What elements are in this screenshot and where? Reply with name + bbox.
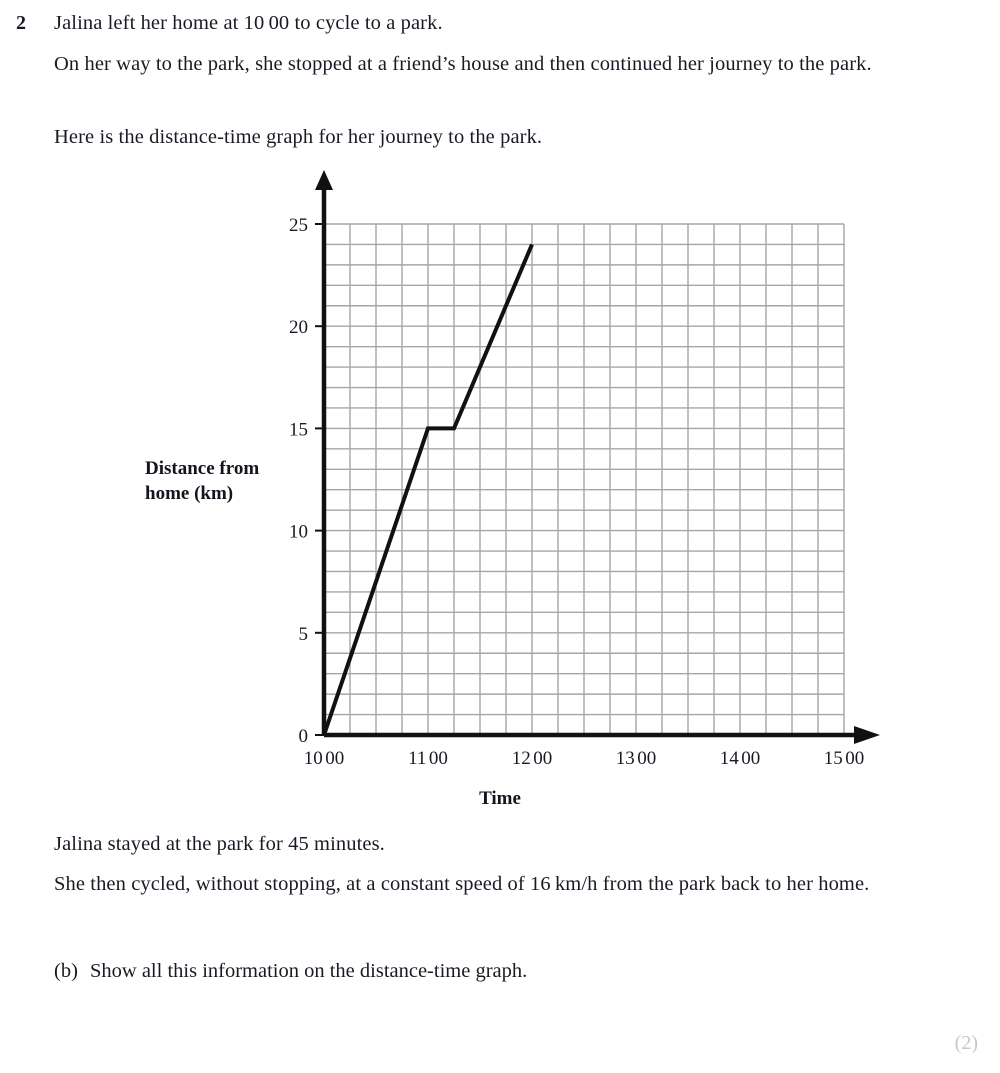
- y-tick-label: 0: [298, 726, 308, 747]
- x-tick-label: 14 00: [719, 748, 761, 769]
- y-tick-label: 20: [289, 317, 308, 339]
- part-b-label: (b): [54, 960, 78, 982]
- x-axis-title: Time: [479, 788, 521, 809]
- x-tick-label: 10 00: [303, 748, 345, 769]
- y-tick-label: 10: [289, 521, 308, 543]
- y-axis-title: [145, 456, 315, 506]
- chart-tick-labels: [289, 215, 864, 769]
- question-cycled-text: She then cycled, without stopping, at a constant speed of 16 km/h from the park back to her home.: [54, 873, 870, 895]
- question-journey-text: On her way to the park, she stopped at a friend’s house and then continued her journey to the park.: [54, 53, 872, 75]
- x-tick-label: 15 00: [823, 748, 865, 769]
- y-tick-label: 15: [289, 419, 308, 441]
- x-tick-label: 11 00: [408, 748, 448, 769]
- y-tick-label: 5: [298, 623, 308, 645]
- question-number: 2: [16, 12, 26, 34]
- distance-time-graph: [0, 168, 1000, 828]
- question-part-b: [54, 956, 974, 987]
- x-axis-arrowhead: [854, 726, 880, 744]
- marks-available: (2): [954, 1032, 978, 1054]
- question-intro-text: Jalina left her home at 10 00 to cycle to a park.: [54, 12, 443, 34]
- y-axis-title-line2: home (km): [145, 483, 234, 504]
- y-tick-label: 25: [289, 215, 308, 236]
- question-graph-intro-text: Here is the distance-time graph for her journey to the park.: [54, 126, 543, 148]
- y-axis-title-line1: Distance from: [145, 458, 260, 479]
- question-stayed-text: Jalina stayed at the park for 45 minutes.: [54, 833, 385, 855]
- part-b-text: Show all this information on the distance-time graph.: [90, 960, 528, 982]
- x-tick-label: 13 00: [615, 748, 657, 769]
- y-axis-arrowhead: [315, 170, 333, 190]
- x-tick-label: 12 00: [511, 748, 553, 769]
- chart-gridlines: [324, 224, 844, 735]
- chart-axes: [315, 170, 880, 744]
